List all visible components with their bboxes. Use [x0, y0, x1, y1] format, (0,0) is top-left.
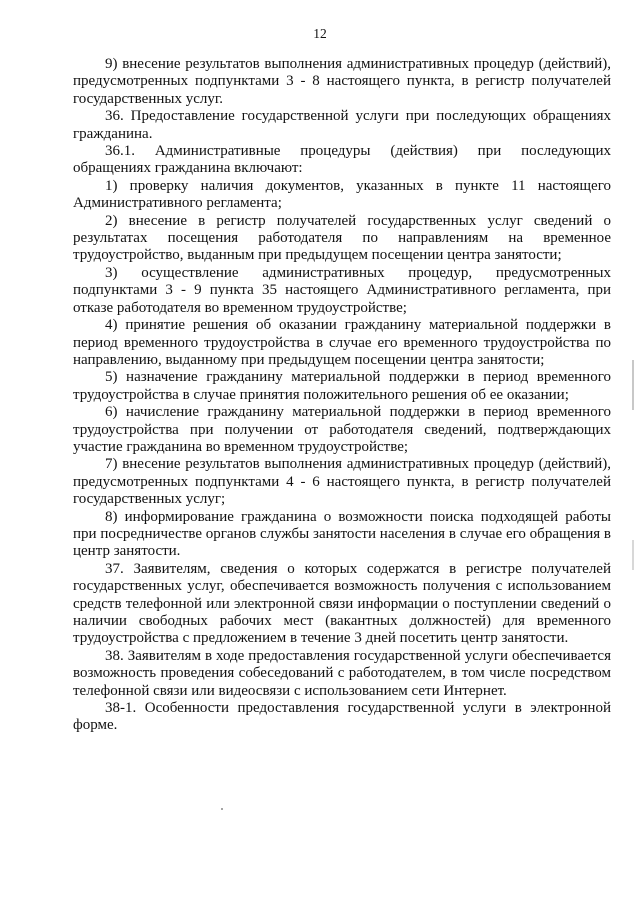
- paragraph-item-9: 9) внесение результатов выполнения административных процедур (действий), предусмотренных подпунктами 3 - 8 настоящего пункта, в регистр получателей государственных услуг.: [73, 56, 611, 107]
- document-body: [73, 56, 611, 735]
- paragraph-item-4: 4) принятие решения об оказании гражданину материальной поддержки в период временного трудоустройства в случае его временного трудоустройства по направлению, выданному при предыдущем посещении центра занятости;: [73, 317, 611, 368]
- scan-speck: [221, 808, 223, 810]
- paragraph-37: 37. Заявителям, сведения о которых содержатся в регистре получателей государственных услуг, обеспечивается возможность получения с использованием средств телефонной или электронной связи информации о поступлении сведений о наличии свободных рабочих мест (вакантных должностей) для временного трудоустройства с предложением в течение 3 дней посетить центр занятости.: [73, 560, 611, 647]
- paragraph-item-5: 5) назначение гражданину материальной поддержки в период временного трудоустройства в случае принятия положительного решения об ее оказании;: [73, 369, 611, 403]
- paragraph-item-6: 6) начисление гражданину материальной поддержки в период временного трудоустройства при получении от работодателя сведений, подтверждающих участие гражданина во временном трудоустройстве;: [73, 404, 611, 455]
- paragraph-item-8: 8) информирование гражданина о возможности поиска подходящей работы при посредничестве органов службы занятости населения в случае его обращения в центр занятости.: [73, 508, 611, 560]
- paragraph-item-2: 2) внесение в регистр получателей государственных услуг сведений о результатах посещения работодателя по направлениям на временное трудоустройство, выданным при предыдущем посещении центра занятости;: [73, 212, 611, 264]
- page-number: 12: [313, 26, 327, 41]
- paragraph-38: 38. Заявителям в ходе предоставления государственной услуги обеспечивается возможность проведения собеседований с работодателем, в том числе посредством телефонной связи или видеосвязи с использованием сети Интернет.: [73, 647, 611, 699]
- scan-edge-mark: [632, 360, 634, 410]
- scan-edge-mark: [632, 540, 634, 570]
- paragraph-item-7: 7) внесение результатов выполнения административных процедур (действий), предусмотренных подпунктами 4 - 6 настоящего пункта, в регистр получателей государственных услуг;: [73, 456, 611, 508]
- paragraph-item-1: 1) проверку наличия документов, указанных в пункте 11 настоящего Административного регламента;: [73, 177, 611, 212]
- paragraph-36: 36. Предоставление государственной услуги при последующих обращениях гражданина.: [73, 108, 611, 142]
- paragraph-38-1: 38-1. Особенности предоставления государственной услуги в электронной форме.: [73, 700, 611, 734]
- paragraph-item-3: 3) осуществление административных процедур, предусмотренных подпунктами 3 - 9 пункта 35 настоящего Административного регламента, при отказе работодателя во временном трудоустройстве;: [73, 264, 611, 316]
- paragraph-36-1: 36.1. Административные процедуры (действия) при последующих обращениях гражданина включают:: [73, 143, 611, 177]
